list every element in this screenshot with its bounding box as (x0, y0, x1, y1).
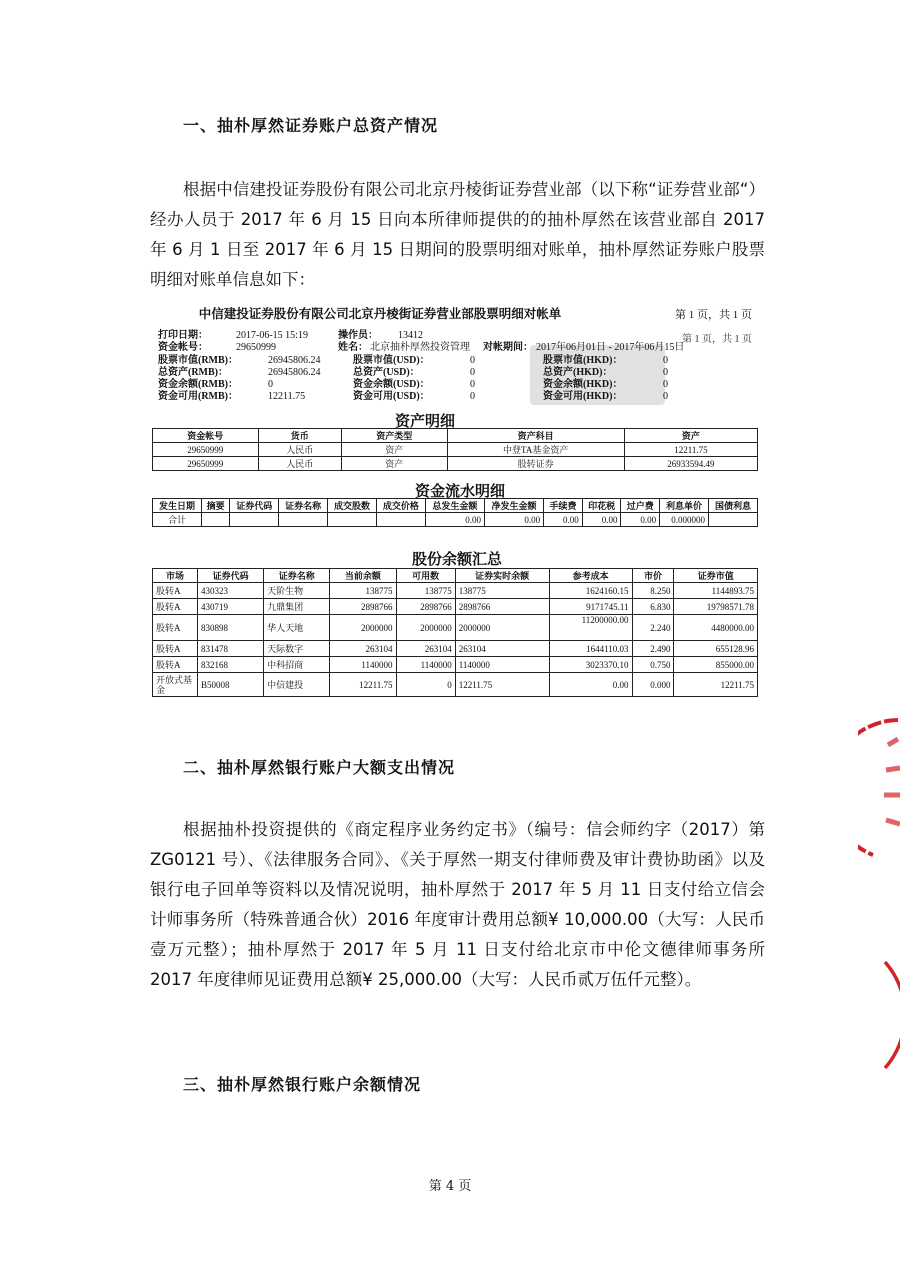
flow-title: 资金流水明细 (415, 484, 506, 500)
asset-header: 资产科目 (447, 429, 624, 443)
holdings-cell: 2.240 (632, 615, 674, 641)
asset-cell: 12211.75 (624, 443, 757, 457)
holdings-cell: 1644110.03 (549, 641, 632, 657)
heading-2: 二、抽朴厚然银行账户大额支出情况 (183, 758, 456, 777)
flow-header: 印花税 (582, 499, 621, 513)
flow-cell (376, 513, 425, 527)
row0-b-value: 0 (470, 355, 475, 366)
holdings-cell: 263104 (455, 641, 549, 657)
flow-cell: 0.00 (621, 513, 660, 527)
flow-cell (230, 513, 279, 527)
paragraph-2: 根据抽朴投资提供的《商定程序业务约定书》（编号：信会师约字（2017）第 ZG0121 号）、《法律服务合同》、《关于厚然一期支付律师费及审计费协助函》以及银行电子回单等资料以及情况说明，抽朴厚然于 2017 年 5 月 11 日支付给立信会计师事务所（特殊普通合伙）2016 年度审计费用总额¥ 10,000.00（大写：人民币壹万元整）；抽朴厚然于 2017 年 5 月 11 日支付给北京市中伦文德律师事务所 2017 年度律师见证费用总额¥ 25,000.00（大写：人民币贰万伍仟元整）。 (150, 820, 765, 989)
paragraph-1: 根据中信建投证券股份有限公司北京丹棱街证券营业部（以下称“证券营业部“）经办人员于 2017 年 6 月 15 日向本所律师提供的的抽朴厚然在该营业部自 2017 年 6 月 1 日至 2017 年 6 月 15 日期间的股票明细对账单，抽朴厚然证券账户股票明细对账单信息如下： (150, 180, 765, 289)
holdings-cell: 天阶生物 (264, 583, 330, 599)
holdings-cell: 4480000.00 (674, 615, 758, 641)
holdings-header: 市场 (153, 569, 198, 583)
statement-page-duplicate: 第 1 页，共 1 页 (682, 334, 752, 345)
red-seal-arc-icon (845, 960, 900, 1070)
flow-cell: 0.00 (544, 513, 583, 527)
red-seal-icon (858, 715, 900, 865)
holdings-cell: 2898766 (330, 599, 396, 615)
holdings-cell: 655128.96 (674, 641, 758, 657)
holdings-cell: 华人天地 (264, 615, 330, 641)
row3-a-label: 资金可用(RMB)： (158, 391, 238, 402)
holdings-header: 证券市值 (674, 569, 758, 583)
table-row (153, 443, 758, 457)
holdings-cell: 0 (396, 673, 455, 697)
table-row (153, 513, 758, 527)
flow-header: 成交价格 (376, 499, 425, 513)
row3-b-label: 资金可用(USD)： (353, 391, 430, 402)
holdings-cell: 开放式基金 (153, 673, 198, 697)
holdings-cell: 2898766 (396, 599, 455, 615)
page-number: 第 4 页 (428, 1179, 472, 1194)
row0-a-label: 股票市值(RMB)： (158, 355, 238, 366)
holdings-cell: 855000.00 (674, 657, 758, 673)
period: 2017年06月01日 - 2017年06月15日 (536, 342, 685, 353)
account: 29650999 (236, 342, 276, 353)
holdings-header: 市价 (632, 569, 674, 583)
asset-cell: 股转证券 (447, 457, 624, 471)
asset-cell: 中登TA基金资产 (447, 443, 624, 457)
heading-3: 三、抽朴厚然银行账户余额情况 (183, 1075, 422, 1094)
asset-header: 货币 (258, 429, 341, 443)
asset-cell: 人民币 (258, 443, 341, 457)
holdings-cell: 2.490 (632, 641, 674, 657)
row3-a-value: 12211.75 (268, 391, 306, 402)
holdings-header: 证券实时余额 (455, 569, 549, 583)
account-name: 北京抽朴厚然投资管理 (370, 342, 470, 353)
holdings-cell: 263104 (396, 641, 455, 657)
holdings-cell: 股转A (153, 657, 198, 673)
flow-cell: 0.00 (425, 513, 484, 527)
asset-cell: 资产 (341, 457, 447, 471)
holdings-cell: 1140000 (330, 657, 396, 673)
flow-cell: 0.00 (582, 513, 621, 527)
table-row (153, 583, 758, 599)
flow-cell (279, 513, 328, 527)
holdings-cell: 9171745.11 (549, 599, 632, 615)
asset-header: 资金帐号 (153, 429, 259, 443)
holdings-cell: 2000000 (455, 615, 549, 641)
flow-cell: 合计 (153, 513, 202, 527)
row1-c-value: 0 (663, 367, 668, 378)
holdings-cell: 2898766 (455, 599, 549, 615)
holdings-cell: 1624160.15 (549, 583, 632, 599)
row2-c-label: 资金余额(HKD)： (543, 379, 623, 390)
holdings-cell: 138775 (330, 583, 396, 599)
holdings-cell: 138775 (455, 583, 549, 599)
holdings-cell: 1140000 (455, 657, 549, 673)
flow-header: 摘要 (201, 499, 229, 513)
row2-b-value: 0 (470, 379, 475, 390)
statement-info (158, 330, 758, 410)
flow-cell (328, 513, 377, 527)
holdings-cell: 股转A (153, 641, 198, 657)
row1-b-label: 总资产(USD)： (353, 367, 420, 378)
holdings-cell: 6.830 (632, 599, 674, 615)
operator-label: 操作员： (338, 330, 378, 341)
row2-a-label: 资金余额(RMB)： (158, 379, 238, 390)
flow-header: 成交股数 (328, 499, 377, 513)
row2-b-label: 资金余额(USD)： (353, 379, 430, 390)
holdings-cell: 2000000 (396, 615, 455, 641)
asset-cell: 26933594.49 (624, 457, 757, 471)
flow-header: 证券名称 (279, 499, 328, 513)
statement-image (150, 300, 760, 710)
flow-header: 过户费 (621, 499, 660, 513)
print-date-label: 打印日期： (158, 330, 208, 341)
row3-c-value: 0 (663, 391, 668, 402)
row1-a-label: 总资产(RMB)： (158, 367, 228, 378)
flow-header: 净发生金额 (485, 499, 544, 513)
holdings-header: 证券代码 (198, 569, 264, 583)
holdings-cell: 股转A (153, 599, 198, 615)
flow-table (152, 498, 758, 527)
asset-cell: 人民币 (258, 457, 341, 471)
holdings-cell: 中科招商 (264, 657, 330, 673)
holdings-cell: 0.00 (549, 673, 632, 697)
holdings-cell: 12211.75 (455, 673, 549, 697)
statement-page: 第 1 页，共 1 页 (675, 309, 752, 321)
holdings-cell: 12211.75 (674, 673, 758, 697)
account-label: 资金帐号： (158, 342, 208, 353)
holdings-cell: 3023370.10 (549, 657, 632, 673)
flow-header: 利息单价 (660, 499, 709, 513)
holdings-cell: 831478 (198, 641, 264, 657)
flow-cell: 0.000000 (660, 513, 709, 527)
asset-title: 资产明细 (395, 414, 456, 430)
holdings-title: 股份余额汇总 (412, 552, 503, 568)
holdings-cell: 430719 (198, 599, 264, 615)
holdings-cell: 138775 (396, 583, 455, 599)
flow-header: 发生日期 (153, 499, 202, 513)
holdings-cell: 11200000.00 (549, 615, 632, 641)
row1-a-value: 26945806.24 (268, 367, 321, 378)
holdings-cell: 中信建投 (264, 673, 330, 697)
operator: 13412 (398, 330, 423, 341)
row0-b-label: 股票市值(USD)： (353, 355, 430, 366)
table-row (153, 673, 758, 697)
row2-a-value: 0 (268, 379, 273, 390)
holdings-cell: B50008 (198, 673, 264, 697)
row0-c-value: 0 (663, 355, 668, 366)
holdings-header: 当前余额 (330, 569, 396, 583)
holdings-cell: 830898 (198, 615, 264, 641)
flow-header: 国债利息 (708, 499, 757, 513)
flow-header: 总发生金额 (425, 499, 484, 513)
flow-header: 证券代码 (230, 499, 279, 513)
asset-cell: 资产 (341, 443, 447, 457)
heading-1: 一、抽朴厚然证券账户总资产情况 (183, 116, 439, 135)
print-date: 2017-06-15 15:19 (236, 330, 308, 341)
holdings-header: 参考成本 (549, 569, 632, 583)
flow-cell: 0.00 (485, 513, 544, 527)
flow-header: 手续费 (544, 499, 583, 513)
row0-c-label: 股票市值(HKD)： (543, 355, 623, 366)
row2-c-value: 0 (663, 379, 668, 390)
holdings-cell: 股转A (153, 615, 198, 641)
holdings-cell: 1144893.75 (674, 583, 758, 599)
holdings-cell: 832168 (198, 657, 264, 673)
table-row (153, 599, 758, 615)
asset-cell: 29650999 (153, 457, 259, 471)
holdings-cell: 天际数字 (264, 641, 330, 657)
asset-header: 资产 (624, 429, 757, 443)
row1-c-label: 总资产(HKD)： (543, 367, 613, 378)
row0-a-value: 26945806.24 (268, 355, 321, 366)
holdings-cell: 1140000 (396, 657, 455, 673)
table-row (153, 615, 758, 641)
asset-table (152, 428, 758, 471)
asset-header: 资产类型 (341, 429, 447, 443)
flow-cell (201, 513, 229, 527)
statement-title: 中信建投证券股份有限公司北京丹棱街证券营业部股票明细对帐单 (198, 307, 562, 321)
row3-b-value: 0 (470, 391, 475, 402)
row3-c-label: 资金可用(HKD)： (543, 391, 623, 402)
holdings-cell: 九鼎集团 (264, 599, 330, 615)
holdings-cell: 0.750 (632, 657, 674, 673)
table-row (153, 657, 758, 673)
holdings-cell: 股转A (153, 583, 198, 599)
holdings-cell: 430323 (198, 583, 264, 599)
holdings-cell: 0.000 (632, 673, 674, 697)
holdings-cell: 2000000 (330, 615, 396, 641)
holdings-cell: 8.250 (632, 583, 674, 599)
holdings-cell: 12211.75 (330, 673, 396, 697)
table-row (153, 641, 758, 657)
holdings-header: 证券名称 (264, 569, 330, 583)
flow-cell (708, 513, 757, 527)
period-label: 对帐期间： (483, 342, 533, 353)
holdings-header: 可用数 (396, 569, 455, 583)
name-label: 姓名： (338, 342, 368, 353)
holdings-cell: 19798571.78 (674, 599, 758, 615)
row1-b-value: 0 (470, 367, 475, 378)
holdings-cell: 263104 (330, 641, 396, 657)
asset-cell: 29650999 (153, 443, 259, 457)
table-row (153, 457, 758, 471)
holdings-table (152, 568, 758, 697)
